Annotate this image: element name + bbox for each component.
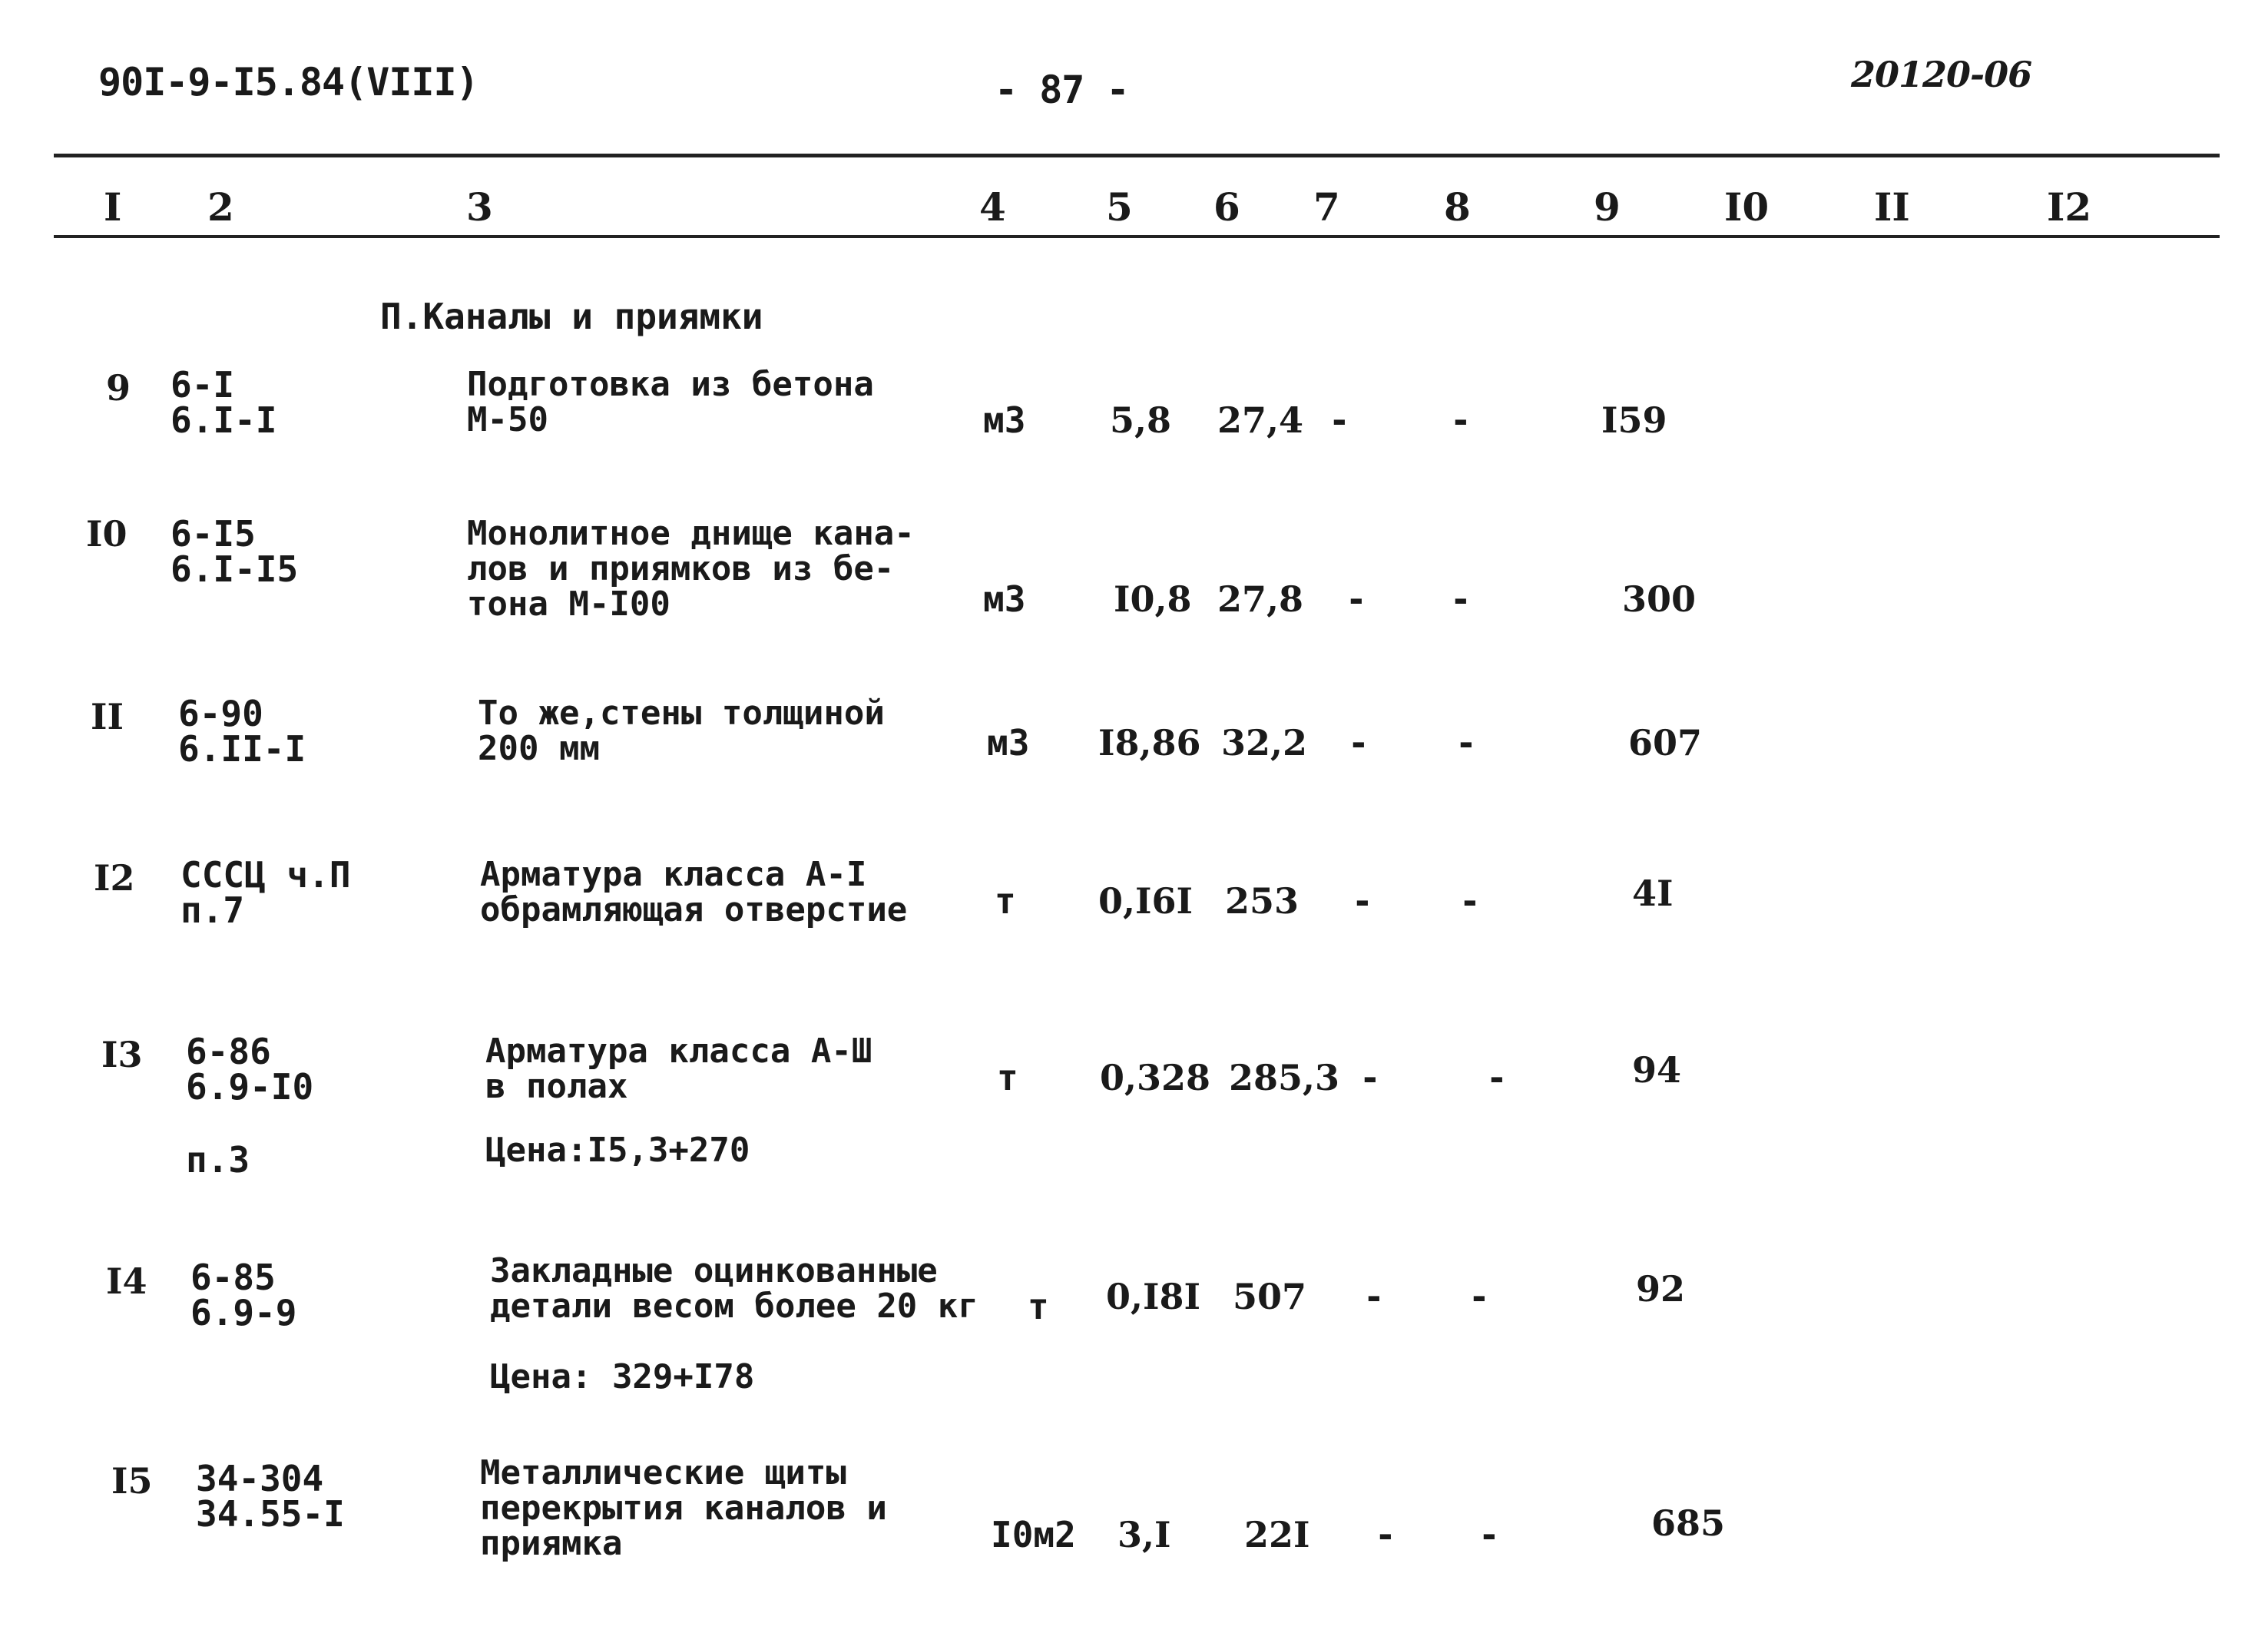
unit: м3 [983,578,1026,620]
unit-price: 32,2 [1221,722,1308,764]
unit: м3 [987,722,1030,764]
column-7-value: - [1352,880,1373,922]
column-7-value: - [1359,1057,1381,1098]
unit: т [1028,1286,1049,1327]
norm-code: СССЦ ч.П [180,854,351,896]
norm-code-secondary: 34.55-I [196,1493,345,1535]
work-description: Арматура класса А-Ш в полах [485,1032,872,1106]
column-header-2: 2 [207,184,234,230]
work-description: Подготовка из бетона М-50 [467,365,874,439]
column-header-6: 6 [1213,184,1240,230]
row-number: 9 [106,367,131,409]
column-7-value: - [1346,578,1367,620]
total-cost: I59 [1601,399,1667,441]
work-description: Закладные оцинкованные детали весом более 20 кг [490,1251,978,1326]
norm-code-secondary: 6.I-I [171,399,277,441]
work-description: То же,стены толщиной 200 мм [478,694,885,768]
price-note: Цена:I5,3+270 [485,1131,750,1170]
quantity: I0,8 [1114,578,1192,620]
norm-code: 34-304 [196,1458,324,1499]
work-description: Монолитное днище кана- лов и приямков из бе- тона М-I00 [467,514,915,624]
column-header-9: 9 [1594,184,1621,230]
total-cost: 685 [1651,1502,1726,1544]
total-cost: 300 [1622,578,1697,620]
column-header-3: 3 [466,184,493,230]
column-header-7: 7 [1313,184,1340,230]
quantity: 5,8 [1110,399,1172,441]
unit: I0м2 [991,1514,1076,1555]
page-number: - 87 - [995,68,1129,112]
norm-code: 6-I [171,364,235,406]
norm-code: 6-I5 [171,513,256,555]
column-8-value: - [1450,399,1472,441]
norm-code-tertiary: п.3 [186,1139,250,1181]
archive-code: 20120-06 [1851,54,2032,95]
column-7-value: - [1329,399,1350,441]
row-number: II [91,696,124,737]
row-number: I0 [86,513,127,555]
row-number: I3 [101,1034,143,1075]
section-title: П.Каналы и приямки [380,296,763,337]
column-header-11: II [1874,184,1910,230]
unit-price: 22I [1244,1514,1310,1555]
norm-code-secondary: 6.9-I0 [186,1066,314,1108]
price-note: Цена: 329+I78 [490,1357,755,1396]
column-header-10: I0 [1724,184,1770,230]
norm-code-secondary: 6.9-9 [190,1292,297,1333]
norm-code: 6-85 [190,1257,276,1298]
total-cost: 4I [1632,873,1674,914]
unit: т [997,1057,1018,1098]
unit: м3 [983,399,1026,441]
column-8-value: - [1486,1057,1508,1098]
column-7-value: - [1348,722,1369,764]
norm-code-secondary: 6.II-I [178,728,306,770]
column-8-value: - [1455,722,1477,764]
quantity: 3,I [1117,1514,1171,1555]
column-8-value: - [1468,1276,1490,1317]
norm-code: 6-90 [178,693,263,734]
quantity: 0,I8I [1106,1276,1201,1317]
column-8-value: - [1478,1514,1500,1555]
column-7-value: - [1363,1276,1385,1317]
quantity: 0,I6I [1098,880,1194,922]
work-description: Арматура класса А-I обрамляющая отверстие [480,855,908,929]
work-description: Металлические щиты перекрытия каналов и приямка [480,1453,887,1563]
row-number: I5 [111,1460,153,1502]
column-header-4: 4 [979,184,1006,230]
total-cost: 607 [1628,722,1703,764]
unit-price: 27,8 [1217,578,1304,620]
quantity: 0,328 [1100,1057,1211,1098]
total-cost: 92 [1636,1268,1686,1310]
row-number: I2 [94,857,135,899]
unit-price: 507 [1233,1276,1307,1317]
total-cost: 94 [1632,1049,1682,1091]
column-7-value: - [1375,1514,1396,1555]
unit-price: 253 [1225,880,1300,922]
column-header-5: 5 [1106,184,1133,230]
column-header-8: 8 [1444,184,1471,230]
norm-code: 6-86 [186,1031,271,1072]
column-header-1: I [104,184,122,230]
unit: т [995,880,1016,922]
unit-price: 27,4 [1217,399,1304,441]
header-bottom-rule [54,235,2220,238]
norm-code-secondary: 6.I-I5 [171,548,299,590]
column-8-value: - [1459,880,1481,922]
row-number: I4 [106,1260,147,1302]
norm-code-secondary: п.7 [180,889,245,931]
top-rule [54,154,2220,157]
quantity: I8,86 [1098,722,1201,764]
unit-price: 285,3 [1229,1057,1340,1098]
column-8-value: - [1450,578,1472,620]
document-code: 90I-9-I5.84(VIII) [98,60,478,104]
column-header-12: I2 [2047,184,2092,230]
